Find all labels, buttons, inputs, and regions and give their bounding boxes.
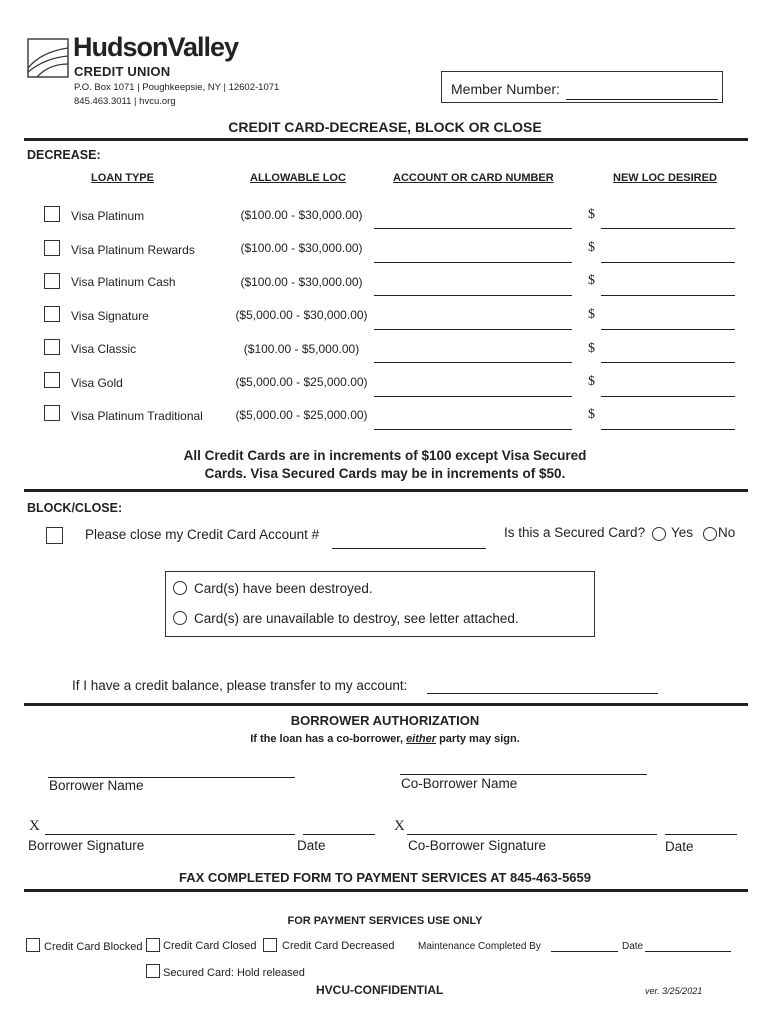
account-number-field[interactable] — [374, 362, 572, 363]
office-date-field[interactable] — [645, 951, 731, 952]
dollar-sign: $ — [588, 240, 595, 255]
coborrower-sign-x: X — [394, 818, 405, 834]
closed-checkbox[interactable] — [146, 938, 160, 952]
fax-instruction: FAX COMPLETED FORM TO PAYMENT SERVICES AT 845-463-5659 — [178, 870, 591, 885]
loan-type-label: Visa Classic — [71, 342, 137, 356]
secured-no-label: No — [718, 525, 736, 540]
loan-type-label: Visa Signature — [71, 309, 149, 323]
transfer-label: If I have a credit balance, please transfer to my account: — [72, 678, 408, 693]
account-number-field[interactable] — [374, 295, 572, 296]
col-new-loc: NEW LOC DESIRED — [613, 172, 717, 184]
coborrower-date-label: Date — [665, 839, 694, 854]
borrower-date-field[interactable] — [303, 834, 375, 835]
dollar-sign: $ — [588, 341, 595, 356]
col-loan-type: LOAN TYPE — [91, 172, 154, 184]
auth-subtitle-post: party may sign. — [436, 733, 520, 745]
new-loc-field[interactable] — [601, 228, 735, 229]
logo-mark-icon — [27, 38, 69, 78]
auth-title: BORROWER AUTHORIZATION — [290, 713, 480, 728]
hold-released-label: Secured Card: Hold released — [163, 967, 305, 979]
auth-subtitle-pre: If the loan has a co-borrower, — [250, 733, 407, 745]
divider — [24, 703, 748, 706]
allowable-loc: ($5,000.00 - $25,000.00) — [235, 408, 368, 422]
maintenance-field[interactable] — [551, 951, 618, 952]
logo-wordmark: HudsonValley — [73, 32, 239, 62]
allowable-loc: ($100.00 - $30,000.00) — [240, 241, 363, 255]
new-loc-field[interactable] — [601, 295, 735, 296]
new-loc-field[interactable] — [601, 262, 735, 263]
allowable-loc: ($100.00 - $5,000.00) — [243, 342, 360, 356]
maintenance-label: Maintenance Completed By — [418, 941, 541, 952]
divider — [24, 138, 748, 141]
address-line: P.O. Box 1071 | Poughkeepsie, NY | 12602-1071 — [74, 82, 280, 93]
loan-type-label: Visa Platinum — [71, 209, 145, 223]
loan-type-checkbox[interactable] — [44, 273, 60, 289]
account-number-field[interactable] — [374, 262, 572, 263]
loan-type-checkbox[interactable] — [44, 206, 60, 222]
borrower-signature-label: Borrower Signature — [28, 838, 145, 853]
member-number-label: Member Number: — [451, 81, 560, 97]
divider — [24, 489, 748, 492]
card-disposition-box — [165, 571, 595, 637]
decreased-label: Credit Card Decreased — [282, 940, 395, 952]
allowable-loc: ($5,000.00 - $25,000.00) — [235, 375, 368, 389]
auth-subtitle-emphasis: either — [406, 733, 437, 745]
close-account-checkbox[interactable] — [46, 527, 63, 544]
member-number-box — [441, 71, 723, 103]
borrower-sign-x: X — [29, 818, 40, 834]
block-section-label: BLOCK/CLOSE: — [27, 501, 123, 515]
loan-type-label: Visa Platinum Rewards — [71, 243, 195, 257]
transfer-account-field[interactable] — [427, 693, 658, 694]
secured-card-question: Is this a Secured Card? — [504, 525, 646, 540]
account-number-field[interactable] — [374, 329, 572, 330]
loan-type-checkbox[interactable] — [44, 372, 60, 388]
unavailable-radio[interactable] — [173, 611, 187, 625]
blocked-label: Credit Card Blocked — [44, 941, 143, 953]
borrower-name-label: Borrower Name — [49, 778, 144, 793]
close-account-label: Please close my Credit Card Account # — [85, 527, 320, 542]
logo — [27, 32, 267, 80]
account-number-field[interactable] — [374, 228, 572, 229]
close-account-number-field[interactable] — [332, 548, 486, 549]
account-number-field[interactable] — [374, 429, 572, 430]
loan-type-checkbox[interactable] — [44, 240, 60, 256]
logo-subtitle: CREDIT UNION — [74, 64, 171, 79]
loan-type-label: Visa Platinum Traditional — [71, 409, 203, 423]
coborrower-date-field[interactable] — [665, 834, 737, 835]
office-date-label: Date — [622, 941, 644, 952]
allowable-loc: ($100.00 - $30,000.00) — [240, 275, 363, 289]
dollar-sign: $ — [588, 207, 595, 222]
hold-released-checkbox[interactable] — [146, 964, 160, 978]
loan-type-checkbox[interactable] — [44, 405, 60, 421]
dollar-sign: $ — [588, 407, 595, 422]
loan-type-checkbox[interactable] — [44, 339, 60, 355]
increment-note-line2: Cards. Visa Secured Cards may be in increments of $50. — [204, 466, 566, 481]
decrease-section-label: DECREASE: — [27, 148, 101, 162]
borrower-date-label: Date — [297, 838, 326, 853]
loan-type-label: Visa Gold — [71, 376, 123, 390]
increment-note-line1: All Credit Cards are in increments of $100 except Visa Secured — [183, 448, 587, 463]
allowable-loc: ($5,000.00 - $30,000.00) — [235, 308, 368, 322]
coborrower-name-label: Co-Borrower Name — [401, 776, 518, 791]
member-number-field[interactable] — [566, 99, 718, 100]
dollar-sign: $ — [588, 374, 595, 389]
destroyed-label: Card(s) have been destroyed. — [194, 581, 373, 596]
form-title: CREDIT CARD-DECREASE, BLOCK OR CLOSE — [228, 119, 542, 135]
increment-note — [0, 447, 770, 483]
dollar-sign: $ — [588, 273, 595, 288]
new-loc-field[interactable] — [601, 429, 735, 430]
contact-line: 845.463.3011 | hvcu.org — [74, 96, 176, 107]
decreased-checkbox[interactable] — [263, 938, 277, 952]
coborrower-signature-label: Co-Borrower Signature — [408, 838, 547, 853]
secured-yes-label: Yes — [671, 525, 694, 540]
dollar-sign: $ — [588, 307, 595, 322]
blocked-checkbox[interactable] — [26, 938, 40, 952]
account-number-field[interactable] — [374, 396, 572, 397]
destroyed-radio[interactable] — [173, 581, 187, 595]
unavailable-label: Card(s) are unavailable to destroy, see letter attached. — [194, 611, 519, 626]
version-label: ver. 3/25/2021 — [645, 986, 703, 996]
allowable-loc: ($100.00 - $30,000.00) — [240, 208, 363, 222]
col-allowable-loc: ALLOWABLE LOC — [250, 172, 346, 184]
office-use-title: FOR PAYMENT SERVICES USE ONLY — [287, 915, 483, 927]
col-account-number: ACCOUNT OR CARD NUMBER — [393, 172, 554, 184]
loan-type-checkbox[interactable] — [44, 306, 60, 322]
new-loc-field[interactable] — [601, 329, 735, 330]
closed-label: Credit Card Closed — [163, 940, 257, 952]
new-loc-field[interactable] — [601, 362, 735, 363]
auth-subtitle — [0, 733, 770, 745]
coborrower-signature-field[interactable] — [407, 834, 657, 835]
borrower-signature-field[interactable] — [45, 834, 295, 835]
coborrower-name-field[interactable] — [400, 774, 647, 775]
secured-no-radio[interactable] — [703, 527, 717, 541]
confidential-label: HVCU-CONFIDENTIAL — [316, 983, 444, 997]
loan-type-label: Visa Platinum Cash — [71, 275, 176, 289]
divider — [24, 889, 748, 892]
secured-yes-radio[interactable] — [652, 527, 666, 541]
new-loc-field[interactable] — [601, 396, 735, 397]
